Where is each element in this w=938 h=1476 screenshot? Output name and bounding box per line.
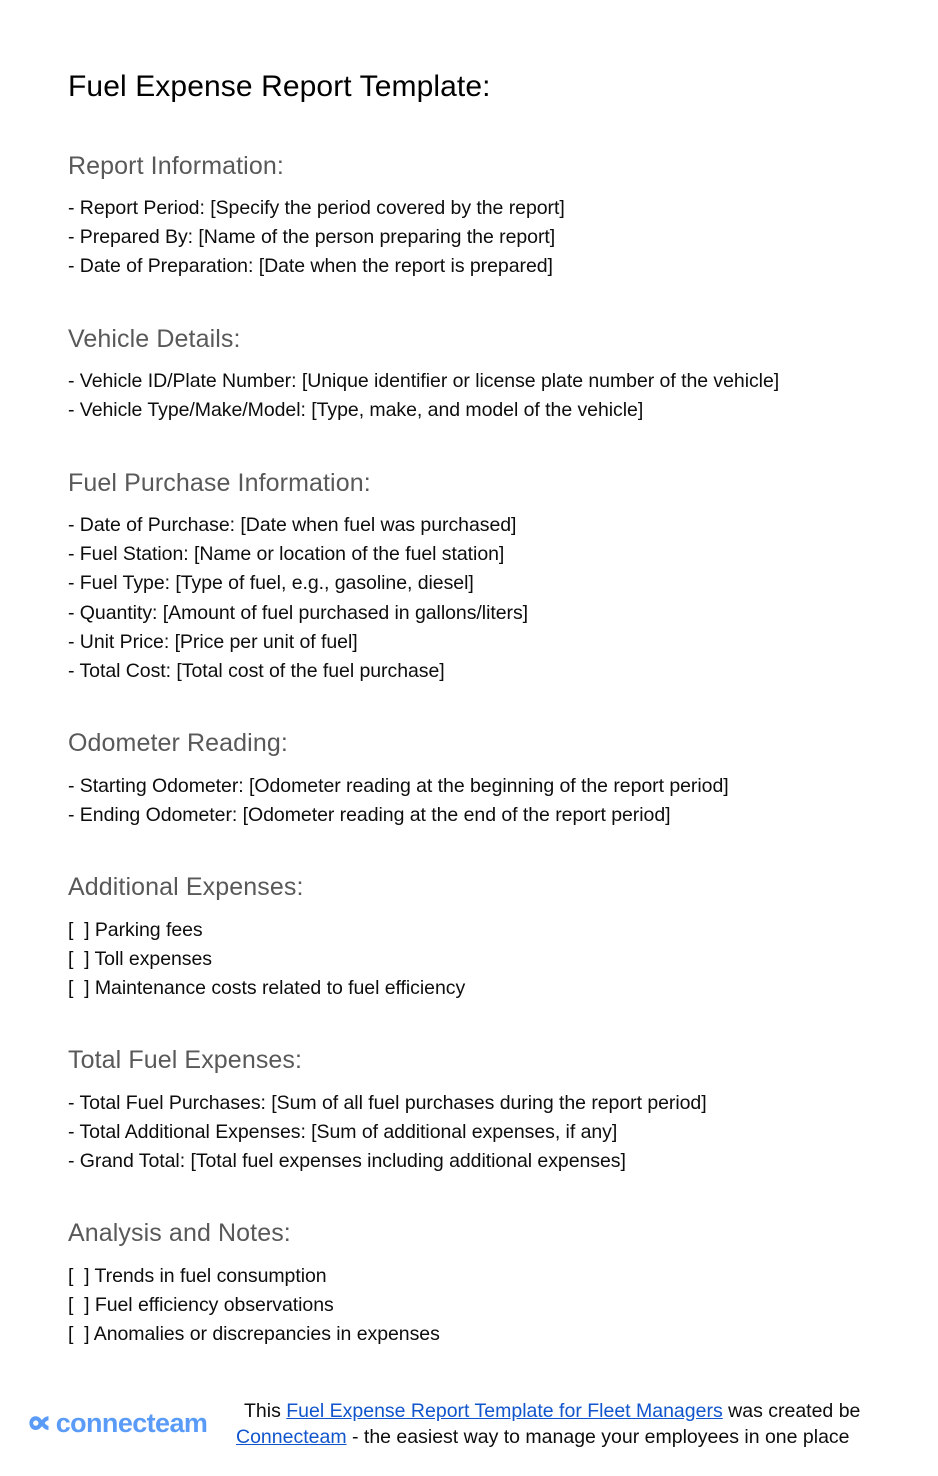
checkbox-list-item[interactable]: [ ] Trends in fuel consumption — [68, 1264, 327, 1287]
section-line-list — [68, 904, 882, 1004]
list-item: - Total Additional Expenses: [Sum of additional expenses, if any] — [68, 1120, 618, 1143]
footer-text-tagline: - the easiest way to manage your employees in one place — [346, 1426, 850, 1448]
list-item: - Ending Odometer: [Odometer reading at the end of the report period] — [68, 803, 671, 826]
connecteam-logo — [0, 1396, 236, 1437]
section-heading: Fuel Purchase Information: — [68, 468, 371, 497]
list-item: - Grand Total: [Total fuel expenses including additional expenses] — [68, 1150, 626, 1173]
checkbox-list-item[interactable]: [ ] Toll expenses — [68, 947, 212, 970]
section-heading: Additional Expenses: — [68, 873, 304, 902]
section-line-list — [68, 1250, 882, 1350]
section-heading: Odometer Reading: — [68, 729, 288, 758]
section-analysis-and-notes — [56, 1176, 882, 1349]
checkbox-list-item[interactable]: [ ] Anomalies or discrepancies in expenses — [68, 1323, 440, 1346]
page-footer — [0, 1382, 938, 1468]
checkbox-list-item[interactable]: [ ] Maintenance costs related to fuel efficiency — [68, 977, 466, 1000]
list-item: - Fuel Station: [Name or location of the fuel station] — [68, 543, 505, 566]
list-item: - Total Fuel Purchases: [Sum of all fuel purchases during the report period] — [68, 1091, 707, 1114]
list-item: - Vehicle ID/Plate Number: [Unique identifier or license plate number of the vehicle] — [68, 370, 780, 393]
section-heading: Analysis and Notes: — [68, 1219, 291, 1248]
infinity-loop-icon — [29, 1413, 55, 1435]
section-total-fuel-expenses — [56, 1003, 882, 1176]
footer-text-suffix: was created be — [722, 1400, 861, 1422]
list-item: - Quantity: [Amount of fuel purchased in gallons/liters] — [68, 601, 529, 624]
section-heading: Total Fuel Expenses: — [68, 1046, 303, 1075]
section-vehicle-details — [56, 282, 882, 426]
footer-attribution — [236, 1396, 938, 1450]
list-item: - Date of Preparation: [Date when the report is prepared] — [68, 255, 553, 278]
list-item: - Fuel Type: [Type of fuel, e.g., gasoline, diesel] — [68, 572, 474, 595]
section-line-list — [68, 355, 882, 425]
page-title: Fuel Expense Report Template: — [68, 70, 491, 103]
section-heading: Report Information: — [68, 151, 284, 180]
section-heading: Vehicle Details: — [68, 324, 241, 353]
footer-text-prefix: This — [244, 1400, 287, 1422]
section-line-list — [68, 760, 882, 830]
list-item: - Report Period: [Specify the period covered by the report] — [68, 197, 565, 219]
section-line-list — [68, 182, 882, 282]
list-item: - Starting Odometer: [Odometer reading at the beginning of the report period] — [68, 774, 729, 797]
connecteam-link[interactable]: Connecteam — [236, 1426, 347, 1448]
section-odometer-reading — [56, 686, 882, 830]
list-item: - Total Cost: [Total cost of the fuel purchase] — [68, 660, 445, 683]
section-additional-expenses — [56, 830, 882, 1003]
connecteam-logo-text: connecteam — [55, 1408, 208, 1438]
section-report-information — [56, 106, 882, 282]
fuel-expense-template-link[interactable]: Fuel Expense Report Template for Fleet Managers — [286, 1400, 723, 1422]
list-item: - Date of Purchase: [Date when fuel was purchased] — [68, 514, 517, 537]
list-item: - Vehicle Type/Make/Model: [Type, make, and model of the vehicle] — [68, 399, 644, 422]
footer-line-2 — [236, 1424, 912, 1450]
checkbox-list-item[interactable]: [ ] Parking fees — [68, 918, 203, 941]
footer-line-1 — [236, 1398, 912, 1424]
checkbox-list-item[interactable]: [ ] Fuel efficiency observations — [68, 1294, 334, 1317]
section-line-list — [68, 499, 882, 686]
list-item: - Unit Price: [Price per unit of fuel] — [68, 630, 358, 653]
section-fuel-purchase-information — [56, 426, 882, 687]
list-item: - Prepared By: [Name of the person preparing the report] — [68, 226, 556, 249]
section-line-list — [68, 1077, 882, 1177]
